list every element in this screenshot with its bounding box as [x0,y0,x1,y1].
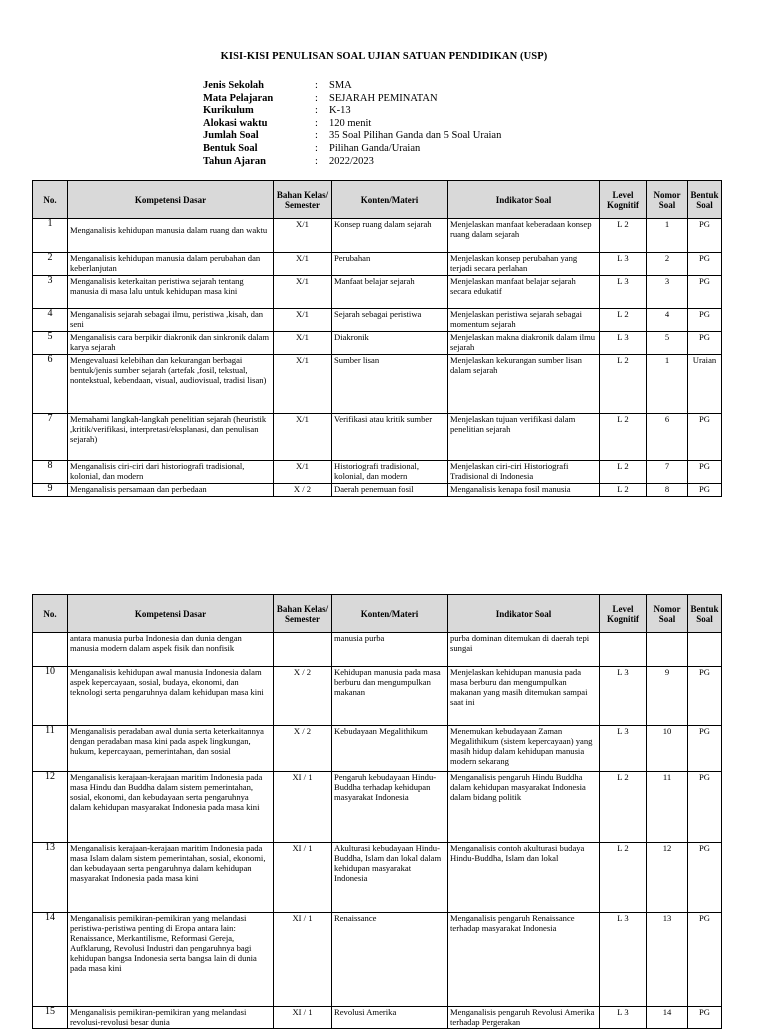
cell-no: 8 [33,461,68,484]
header-konten: Konten/Materi [332,181,448,219]
table-row [33,253,722,276]
cell-kd: Menganalisis kehidupan manusia dalam perubahan dan keberlanjutan [68,253,274,276]
cell-kd: Mengevaluasi kelebihan dan kekurangan berbagai bentuk/jenis sumber sejarah (artefak ,fosil, tekstual, nontekstual, kebendaan, visual, audiovisual, tradisi lisan) [68,355,274,414]
cell-bentuk: PG [688,484,722,497]
cell-bentuk: PG [688,219,722,253]
info-separator: : [315,117,318,129]
cell-level: L 2 [600,309,647,332]
cell-konten: Kehidupan manusia pada masa berburu dan mengumpulkan makanan [332,667,448,726]
cell-nomor: 14 [647,1007,688,1029]
cell-no: 2 [33,253,68,276]
info-value: Pilihan Ganda/Uraian [329,142,421,154]
cell-level: L 3 [600,1007,647,1029]
cell-konten: Revolusi Amerika [332,1007,448,1029]
cell-konten: Perubahan [332,253,448,276]
info-row [203,130,501,143]
table-row [33,276,722,309]
cell-bahan: X/1 [274,309,332,332]
cell-konten: Konsep ruang dalam sejarah [332,219,448,253]
cell-konten: Daerah penemuan fosil [332,484,448,497]
cell-bentuk: PG [688,332,722,355]
cell-kd: Menganalisis kehidupan awal manusia Indonesia dalam aspek kepercayaan, sosial, budaya, ekonomi, dan teknologi serta pengaruhnya dalam kehidupan masa kini [68,667,274,726]
table-row [33,772,722,843]
cell-konten: Manfaat belajar sejarah [332,276,448,309]
cell-level: L 3 [600,332,647,355]
header-level: Level Kognitif [600,595,647,633]
cell-nomor: 11 [647,772,688,843]
info-label: Bentuk Soal [203,142,258,154]
table-row-continued [33,633,722,667]
cell-indikator: Menganalisis contoh akulturasi budaya Hindu-Buddha, Islam dan lokal [448,843,600,913]
cell-nomor: 12 [647,843,688,913]
header-nomor: Nomor Soal [647,181,688,219]
cell-indikator: Menjelaskan konsep perubahan yang terjadi secara perlahan [448,253,600,276]
cell-kd: Menganalisis kehidupan manusia dalam ruang dan waktu [68,219,274,253]
cell-nomor: 5 [647,332,688,355]
cell-kd: Menganalisis pemikiran-pemikiran yang melandasi peristiwa-peristiwa penting di Eropa antara lain: Renaissance, Merkantilisme, Reformasi Gereja, Aufklarung, Revolusi Industri dan pengaruhnya bagi kehidupan bangsa Indonesia serta bangsa lain di dunia pada masa kini [68,913,274,1007]
cell-bentuk: PG [688,253,722,276]
cell-kd: Menganalisis kerajaan-kerajaan maritim Indonesia pada masa Islam dalam sistem pemerintahan, sosial, ekonomi, dan kebudayaan serta pengaruhnya dalam kehidupan masyarakat Indonesia pada masa kini [68,843,274,913]
info-value: SEJARAH PEMINATAN [329,92,438,104]
cell-indikator: Menjelaskan makna diakronik dalam ilmu sejarah [448,332,600,355]
cell-level: L 2 [600,772,647,843]
cell-kd: Menganalisis persamaan dan perbedaan [68,484,274,497]
cell-no: 12 [33,772,68,843]
cell-indikator: Menjelaskan kekurangan sumber lisan dalam sejarah [448,355,600,414]
cell-konten: Historiografi tradisional, kolonial, dan modern [332,461,448,484]
cell-konten: Sumber lisan [332,355,448,414]
cell-bahan: X / 2 [274,484,332,497]
cell-bahan: X/1 [274,332,332,355]
cell-level [600,633,647,667]
info-row [203,105,501,118]
header-level: Level Kognitif [600,181,647,219]
cell-nomor: 13 [647,913,688,1007]
header-bahan: Bahan Kelas/ Semester [274,181,332,219]
cell-kd: antara manusia purba Indonesia dan dunia dengan manusia modern dalam aspek fisik dan nonfisik [68,633,274,667]
info-separator: : [315,142,318,154]
cell-nomor: 7 [647,461,688,484]
cell-bahan: X/1 [274,461,332,484]
kisi-kisi-table-2 [32,594,722,1029]
document-title: KISI-KISI PENULISAN SOAL UJIAN SATUAN PENDIDIKAN (USP) [220,51,548,62]
cell-konten: Diakronik [332,332,448,355]
cell-bentuk: PG [688,461,722,484]
cell-bahan: X/1 [274,414,332,461]
cell-nomor: 9 [647,667,688,726]
cell-bentuk: PG [688,309,722,332]
cell-bahan: X / 2 [274,726,332,772]
cell-no: 13 [33,843,68,913]
cell-bahan: XI / 1 [274,843,332,913]
cell-konten: Verifikasi atau kritik sumber [332,414,448,461]
cell-level: L 3 [600,276,647,309]
cell-bentuk: PG [688,913,722,1007]
cell-no: 3 [33,276,68,309]
cell-nomor: 10 [647,726,688,772]
info-value: 120 menit [329,117,372,129]
info-label: Mata Pelajaran [203,92,274,104]
cell-indikator: Menjelaskan peristiwa sejarah sebagai momentum sejarah [448,309,600,332]
cell-bentuk: PG [688,843,722,913]
info-separator: : [315,105,318,117]
cell-no: 4 [33,309,68,332]
header-indikator: Indikator Soal [448,595,600,633]
header-no: No. [33,181,68,219]
cell-no: 11 [33,726,68,772]
cell-indikator: Menjelaskan kehidupan manusia pada masa berburu dan mengumpulkan makanan yang masih ditemukan sampai saat ini [448,667,600,726]
cell-kd: Menganalisis peradaban awal dunia serta keterkaitannya dengan peradaban masa kini pada aspek lingkungan, hukum, kepercayaan, pemerintahan, dan sosial [68,726,274,772]
cell-nomor: 8 [647,484,688,497]
cell-nomor: 6 [647,414,688,461]
table-header-row [33,595,722,633]
info-label: Kurikulum [203,105,254,117]
info-label: Jumlah Soal [203,130,259,142]
cell-bahan: X/1 [274,276,332,309]
cell-bentuk: PG [688,726,722,772]
table-row [33,667,722,726]
info-separator: : [315,155,318,167]
cell-indikator: Menjelaskan ciri-ciri Historiografi Tradisional di Indonesia [448,461,600,484]
cell-level: L 3 [600,667,647,726]
cell-bahan: XI / 1 [274,1007,332,1029]
cell-indikator: Menganalisis pengaruh Hindu Buddha dalam kehidupan masyarakat Indonesia dalam bidang politik [448,772,600,843]
cell-indikator: Menjelaskan manfaat keberadaan konsep ruang dalam sejarah [448,219,600,253]
cell-kd: Menganalisis sejarah sebagai ilmu, peristiwa ,kisah, dan seni [68,309,274,332]
info-value: 2022/2023 [329,155,374,167]
cell-kd: Menganalisis ciri-ciri dari historiografi tradisional, kolonial, dan modern [68,461,274,484]
cell-bentuk: Uraian [688,355,722,414]
cell-level: L 2 [600,414,647,461]
info-separator: : [315,80,318,91]
cell-level: L 2 [600,461,647,484]
header-indikator: Indikator Soal [448,181,600,219]
cell-indikator: Menjelaskan tujuan verifikasi dalam penelitian sejarah [448,414,600,461]
cell-bentuk: PG [688,772,722,843]
cell-bentuk [688,633,722,667]
cell-bentuk: PG [688,667,722,726]
header-bahan: Bahan Kelas/ Semester [274,595,332,633]
cell-indikator: Menganalisis pengaruh Revolusi Amerika terhadap Pergerakan [448,1007,600,1029]
table-row [33,726,722,772]
cell-bentuk: PG [688,414,722,461]
cell-indikator: purba dominan ditemukan di daerah tepi sungai [448,633,600,667]
header-no: No. [33,595,68,633]
cell-no: 9 [33,484,68,497]
header-kd: Kompetensi Dasar [68,181,274,219]
table-row [33,843,722,913]
info-row [203,118,501,131]
info-label: Jenis Sekolah [203,80,264,91]
document-info [203,80,501,168]
cell-konten: Pengaruh kebudayaan Hindu-Buddha terhadap kehidupan masyarakat Indonesia [332,772,448,843]
cell-nomor: 2 [647,253,688,276]
table-row [33,1007,722,1029]
table-row [33,484,722,497]
cell-level: L 2 [600,484,647,497]
cell-level: L 3 [600,913,647,1007]
cell-bahan: XI / 1 [274,913,332,1007]
cell-bahan: X / 2 [274,667,332,726]
info-value: SMA [329,80,352,91]
header-konten: Konten/Materi [332,595,448,633]
info-label: Tahun Ajaran [203,155,266,167]
cell-indikator: Menemukan kebudayaan Zaman Megalithikum (sistem kepercayaan) yang masih hidup dalam kehidupan manusia modern sekarang [448,726,600,772]
cell-kd: Menganalisis keterkaitan peristiwa sejarah tentang manusia di masa lalu untuk kehidupan masa kini [68,276,274,309]
table-row [33,355,722,414]
cell-no: 6 [33,355,68,414]
cell-level: L 3 [600,726,647,772]
cell-konten: Akulturasi kebudayaan Hindu-Buddha, Islam dan lokal dalam kehidupan masyarakat Indonesia [332,843,448,913]
cell-level: L 3 [600,253,647,276]
header-bentuk: Bentuk Soal [688,181,722,219]
cell-no [33,633,68,667]
info-row [203,156,501,169]
table-row [33,332,722,355]
page-break-gap [0,500,768,592]
cell-konten: Sejarah sebagai peristiwa [332,309,448,332]
cell-kd: Memahami langkah-langkah penelitian sejarah (heuristik ,kritik/verifikasi, interpretasi/eksplanasi, dan penulisan sejarah) [68,414,274,461]
cell-no: 10 [33,667,68,726]
cell-konten: manusia purba [332,633,448,667]
table-header-row [33,181,722,219]
cell-level: L 2 [600,219,647,253]
cell-kd: Menganalisis pemikiran-pemikiran yang melandasi revolusi-revolusi besar dunia [68,1007,274,1029]
cell-level: L 2 [600,355,647,414]
info-row [203,143,501,156]
cell-nomor: 3 [647,276,688,309]
cell-no: 1 [33,219,68,253]
cell-konten: Kebudayaan Megalithikum [332,726,448,772]
info-separator: : [315,92,318,104]
cell-indikator: Menganalisis kenapa fosil manusia [448,484,600,497]
cell-bentuk: PG [688,276,722,309]
cell-bentuk: PG [688,1007,722,1029]
kisi-kisi-table-1 [32,180,722,497]
table-row [33,461,722,484]
cell-nomor: 4 [647,309,688,332]
cell-nomor [647,633,688,667]
cell-indikator: Menganalisis pengaruh Renaissance terhadap masyarakat Indonesia [448,913,600,1007]
cell-kd: Menganalisis kerajaan-kerajaan maritim Indonesia pada masa Hindu dan Buddha dalam sistem pemerintahan, sosial, ekonomi, dan kebudayaan serta pengaruhnya dalam kehidupan masyarakat Indonesia pada masa kini [68,772,274,843]
info-row [203,80,501,93]
table-row [33,414,722,461]
info-value: K-13 [329,105,351,117]
info-value: 35 Soal Pilihan Ganda dan 5 Soal Uraian [329,130,502,142]
info-row [203,93,501,106]
header-bentuk: Bentuk Soal [688,595,722,633]
header-nomor: Nomor Soal [647,595,688,633]
cell-kd: Menganalisis cara berpikir diakronik dan sinkronik dalam karya sejarah [68,332,274,355]
cell-indikator: Menjelaskan manfaat belajar sejarah secara edukatif [448,276,600,309]
table-row [33,309,722,332]
cell-bahan: XI / 1 [274,772,332,843]
table-row [33,913,722,1007]
cell-bahan: X/1 [274,355,332,414]
cell-no: 7 [33,414,68,461]
cell-no: 14 [33,913,68,1007]
cell-nomor: 1 [647,219,688,253]
cell-bahan [274,633,332,667]
info-label: Alokasi waktu [203,117,268,129]
cell-nomor: 1 [647,355,688,414]
table-row [33,219,722,253]
cell-no: 15 [33,1007,68,1029]
cell-bahan: X/1 [274,219,332,253]
cell-no: 5 [33,332,68,355]
cell-konten: Renaissance [332,913,448,1007]
cell-bahan: X/1 [274,253,332,276]
cell-level: L 2 [600,843,647,913]
header-kd: Kompetensi Dasar [68,595,274,633]
info-separator: : [315,130,318,142]
